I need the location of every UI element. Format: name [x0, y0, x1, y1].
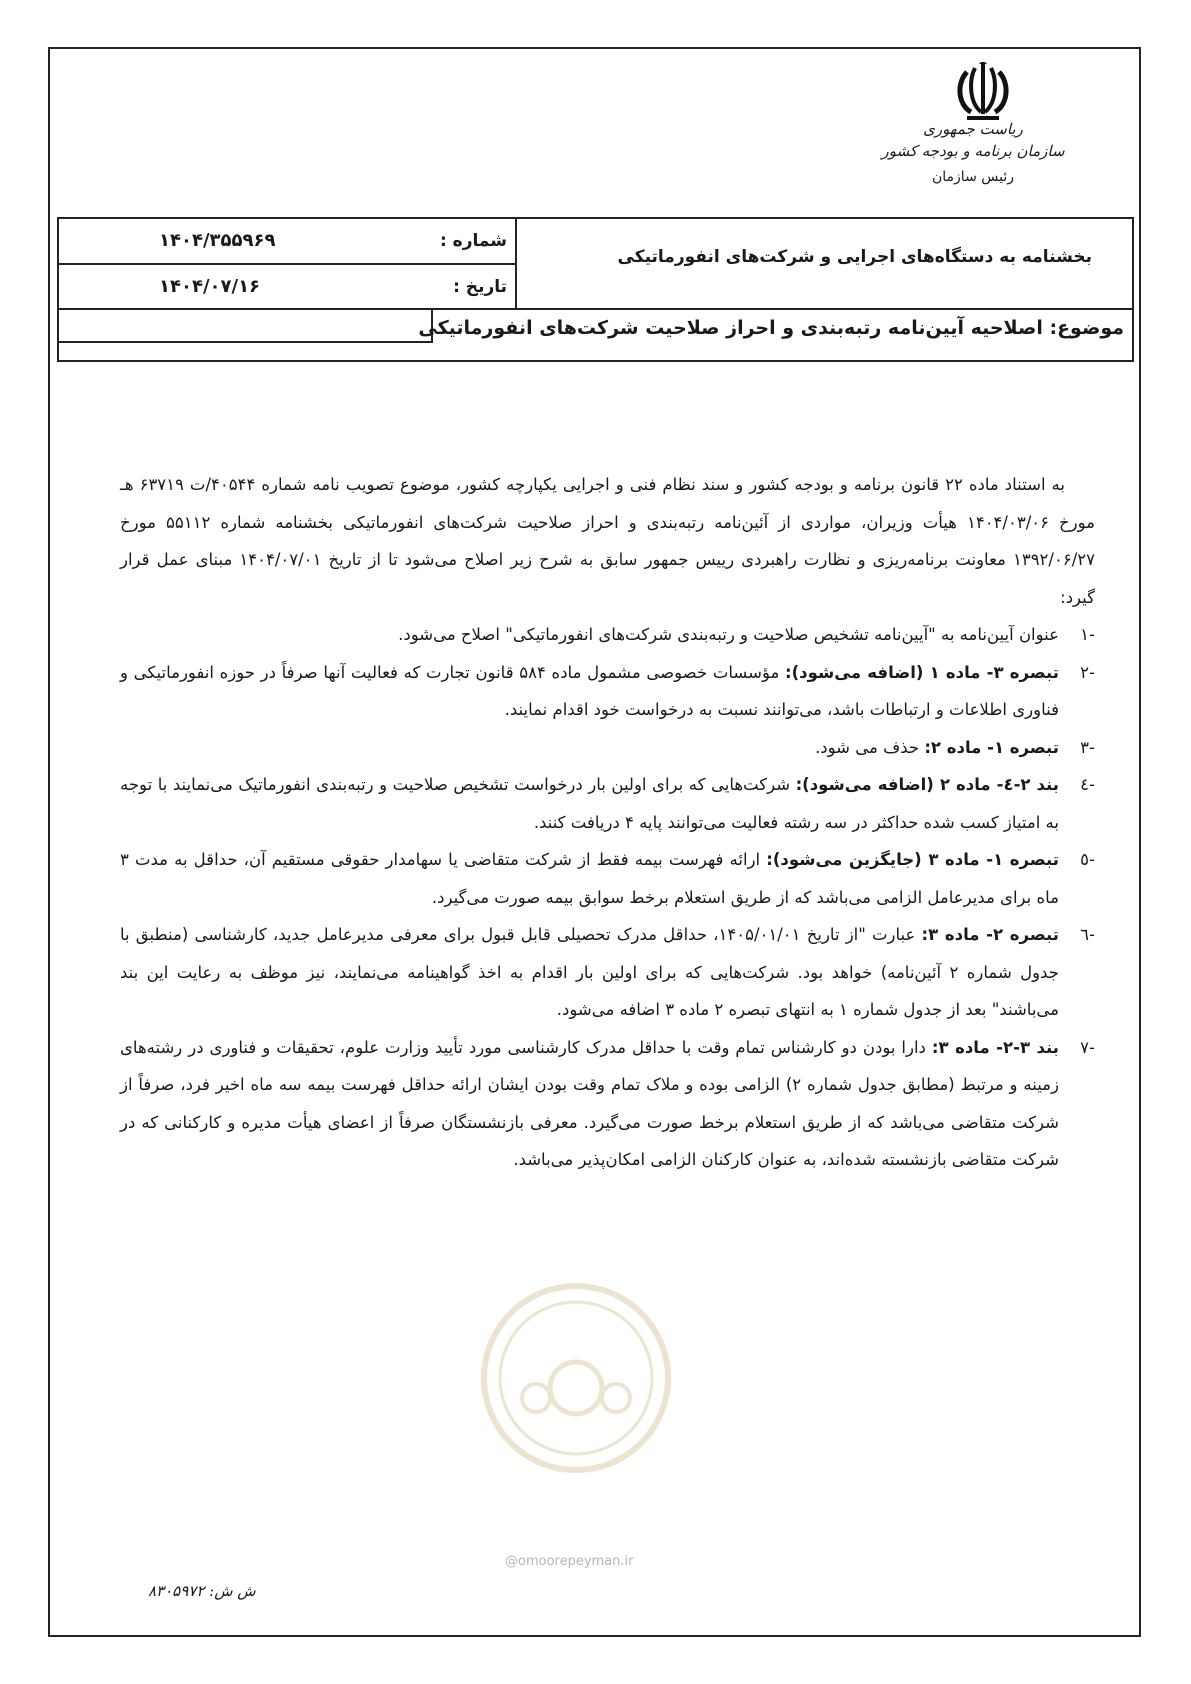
number-value: ۱۴۰۴/۳۵۵۹۶۹	[159, 230, 276, 251]
item-text: عبارت "از تاریخ ۱۴۰۵/۰۱/۰۱، حداقل مدرک تحصیلی قابل قبول برای معرفی مدیرعامل جدید، کارشناسی (منطبق با جدول شماره ۲ آئین‌نامه) خواهد بود. شرکت‌هایی که برای اولین بار اقدام به اخذ گواهینامه می‌نمایند، نیز موظف به رعایت این بند می‌باشند" بعد از جدول شماره ۱ به انتهای تبصره ۲ ماده ۳ اضافه می‌شود.	[120, 925, 1059, 1019]
list-item	[120, 766, 1095, 841]
header-table	[57, 217, 1134, 362]
watermark-text: @omoorepeyman.ir	[505, 1554, 634, 1569]
date-value: ۱۴۰۴/۰۷/۱۶	[159, 276, 261, 297]
org-line-2: سازمان برنامه و بودجه کشور	[881, 142, 1065, 160]
list-item	[120, 916, 1095, 1029]
item-number: -٦	[1080, 925, 1095, 944]
number-label: شماره :	[439, 231, 507, 251]
list-item	[120, 729, 1095, 767]
org-line-1: ریاست جمهوری	[923, 120, 1023, 138]
item-number: -۷	[1080, 1037, 1095, 1057]
list-item	[120, 1029, 1095, 1179]
item-number: -٤	[1080, 775, 1095, 794]
item-text: دارا بودن دو کارشناس تمام وقت با حداقل مدرک کارشناسی مورد تأیید وزارت علوم، تحقیقات و فناوری در رشته‌های زمینه و مرتبط (مطابق جدول شماره ۲) الزامی بوده و ملاک تمام وقت بودن ایشان ارائه حداقل فهرست بیمه سه ماه اخیر فرد، صرفاً از شرکت متقاضی می‌باشد که از طریق استعلام برخط صورت می‌گیرد. معرفی بازنشستگان صرفاً از اعضای هیأت مدیره و کارکنانی که در شرکت متقاضی بازنشسته شده‌اند، به عنوان کارکنان الزامی امکان‌پذیر می‌باشد.	[120, 1037, 1059, 1169]
circular-title: بخشنامه به دستگاه‌های اجرایی و شرکت‌های انفورماتیکی	[617, 247, 1092, 267]
item-heading: تبصره ۱- ماده ۳ (جایگزین می‌شود):	[766, 850, 1059, 869]
organization-block	[873, 118, 1073, 188]
item-text: مؤسسات خصوصی مشمول ماده ۵۸۴ قانون تجارت که فعالیت آنها صرفاً در حوزه انفورماتیکی و فناوری اطلاعات و ارتباطات باشد، می‌توانند نسبت به درخواست خود اقدام نمایند.	[120, 662, 1059, 719]
item-heading: بند ۲-٤- ماده ۲ (اضافه می‌شود):	[795, 775, 1059, 794]
item-heading: تبصره ۲- ماده ۳:	[921, 925, 1059, 944]
footer-reference: ش ش: ۸۳۰۵۹۷۲	[148, 1582, 256, 1600]
item-number: -۱	[1080, 625, 1095, 644]
letter-body	[120, 466, 1095, 1179]
item-heading: تبصره ۳- ماده ۱ (اضافه می‌شود):	[785, 662, 1059, 682]
item-number: -۳	[1080, 737, 1095, 757]
item-text: شرکت‌هایی که برای اولین بار درخواست تشخیص صلاحیت و رتبه‌بندی انفورماتیک می‌نمایند با توجه به امتیاز کسب شده حداکثر در سه رشته فعالیت می‌توانند پایه ۴ دریافت کنند.	[120, 775, 1059, 832]
list-item	[120, 841, 1095, 916]
watermark-seal-icon	[476, 1278, 676, 1478]
intro-paragraph: به استناد ماده ۲۲ قانون برنامه و بودجه کشور و سند نظام فنی و اجرایی یکپارچه کشور، موضوع تصویب نامه شماره ۴۰۵۴۴/ت ۶۳۷۱۹ هـ مورخ ۱۴۰۴/۰۳/۰۶ هیأت وزیران، مواردی از آئین‌نامه رتبه‌بندی و احراز صلاحیت شرکت‌های انفورماتیکی بخشنامه شماره ۵۵۱۱۲ مورخ ۱۳۹۲/۰۶/۲۷ معاونت برنامه‌ریزی و نظارت راهبردی رییس جمهور سابق به شرح زیر اصلاح می‌شود تا از تاریخ ۱۴۰۴/۰۷/۰۱ مبنای عمل قرار گیرد:	[120, 475, 1095, 607]
item-number: -۲	[1080, 662, 1095, 682]
item-heading: تبصره ۱- ماده ۲:	[924, 737, 1059, 757]
item-text: حذف می شود.	[815, 737, 920, 757]
list-item	[120, 654, 1095, 729]
amendment-list	[120, 616, 1095, 1179]
list-item	[120, 616, 1095, 654]
item-number: -٥	[1080, 850, 1095, 869]
iran-emblem-icon	[953, 62, 1013, 124]
date-label: تاریخ :	[453, 277, 507, 297]
subject-line: موضوع: اصلاحیه آیین‌نامه رتبه‌بندی و احراز صلاحیت شرکت‌های انفورماتیکی	[418, 317, 1124, 339]
org-line-3: رئیس سازمان	[932, 169, 1014, 185]
item-heading: بند ۳-۲- ماده ۳:	[931, 1037, 1059, 1057]
item-text: ارائه فهرست بیمه فقط از شرکت متقاضی یا سهامدار حقوقی مستقیم آن، حداقل به مدت ۳ ماه برای مدیرعامل الزامی می‌باشد که از طریق استعلام برخط سوابق بیمه صورت می‌گیرد.	[120, 850, 1059, 907]
item-text: عنوان آیین‌نامه به "آیین‌نامه تشخیص صلاحیت و رتبه‌بندی شرکت‌های انفورماتیکی" اصلاح می‌شود.	[398, 625, 1059, 644]
